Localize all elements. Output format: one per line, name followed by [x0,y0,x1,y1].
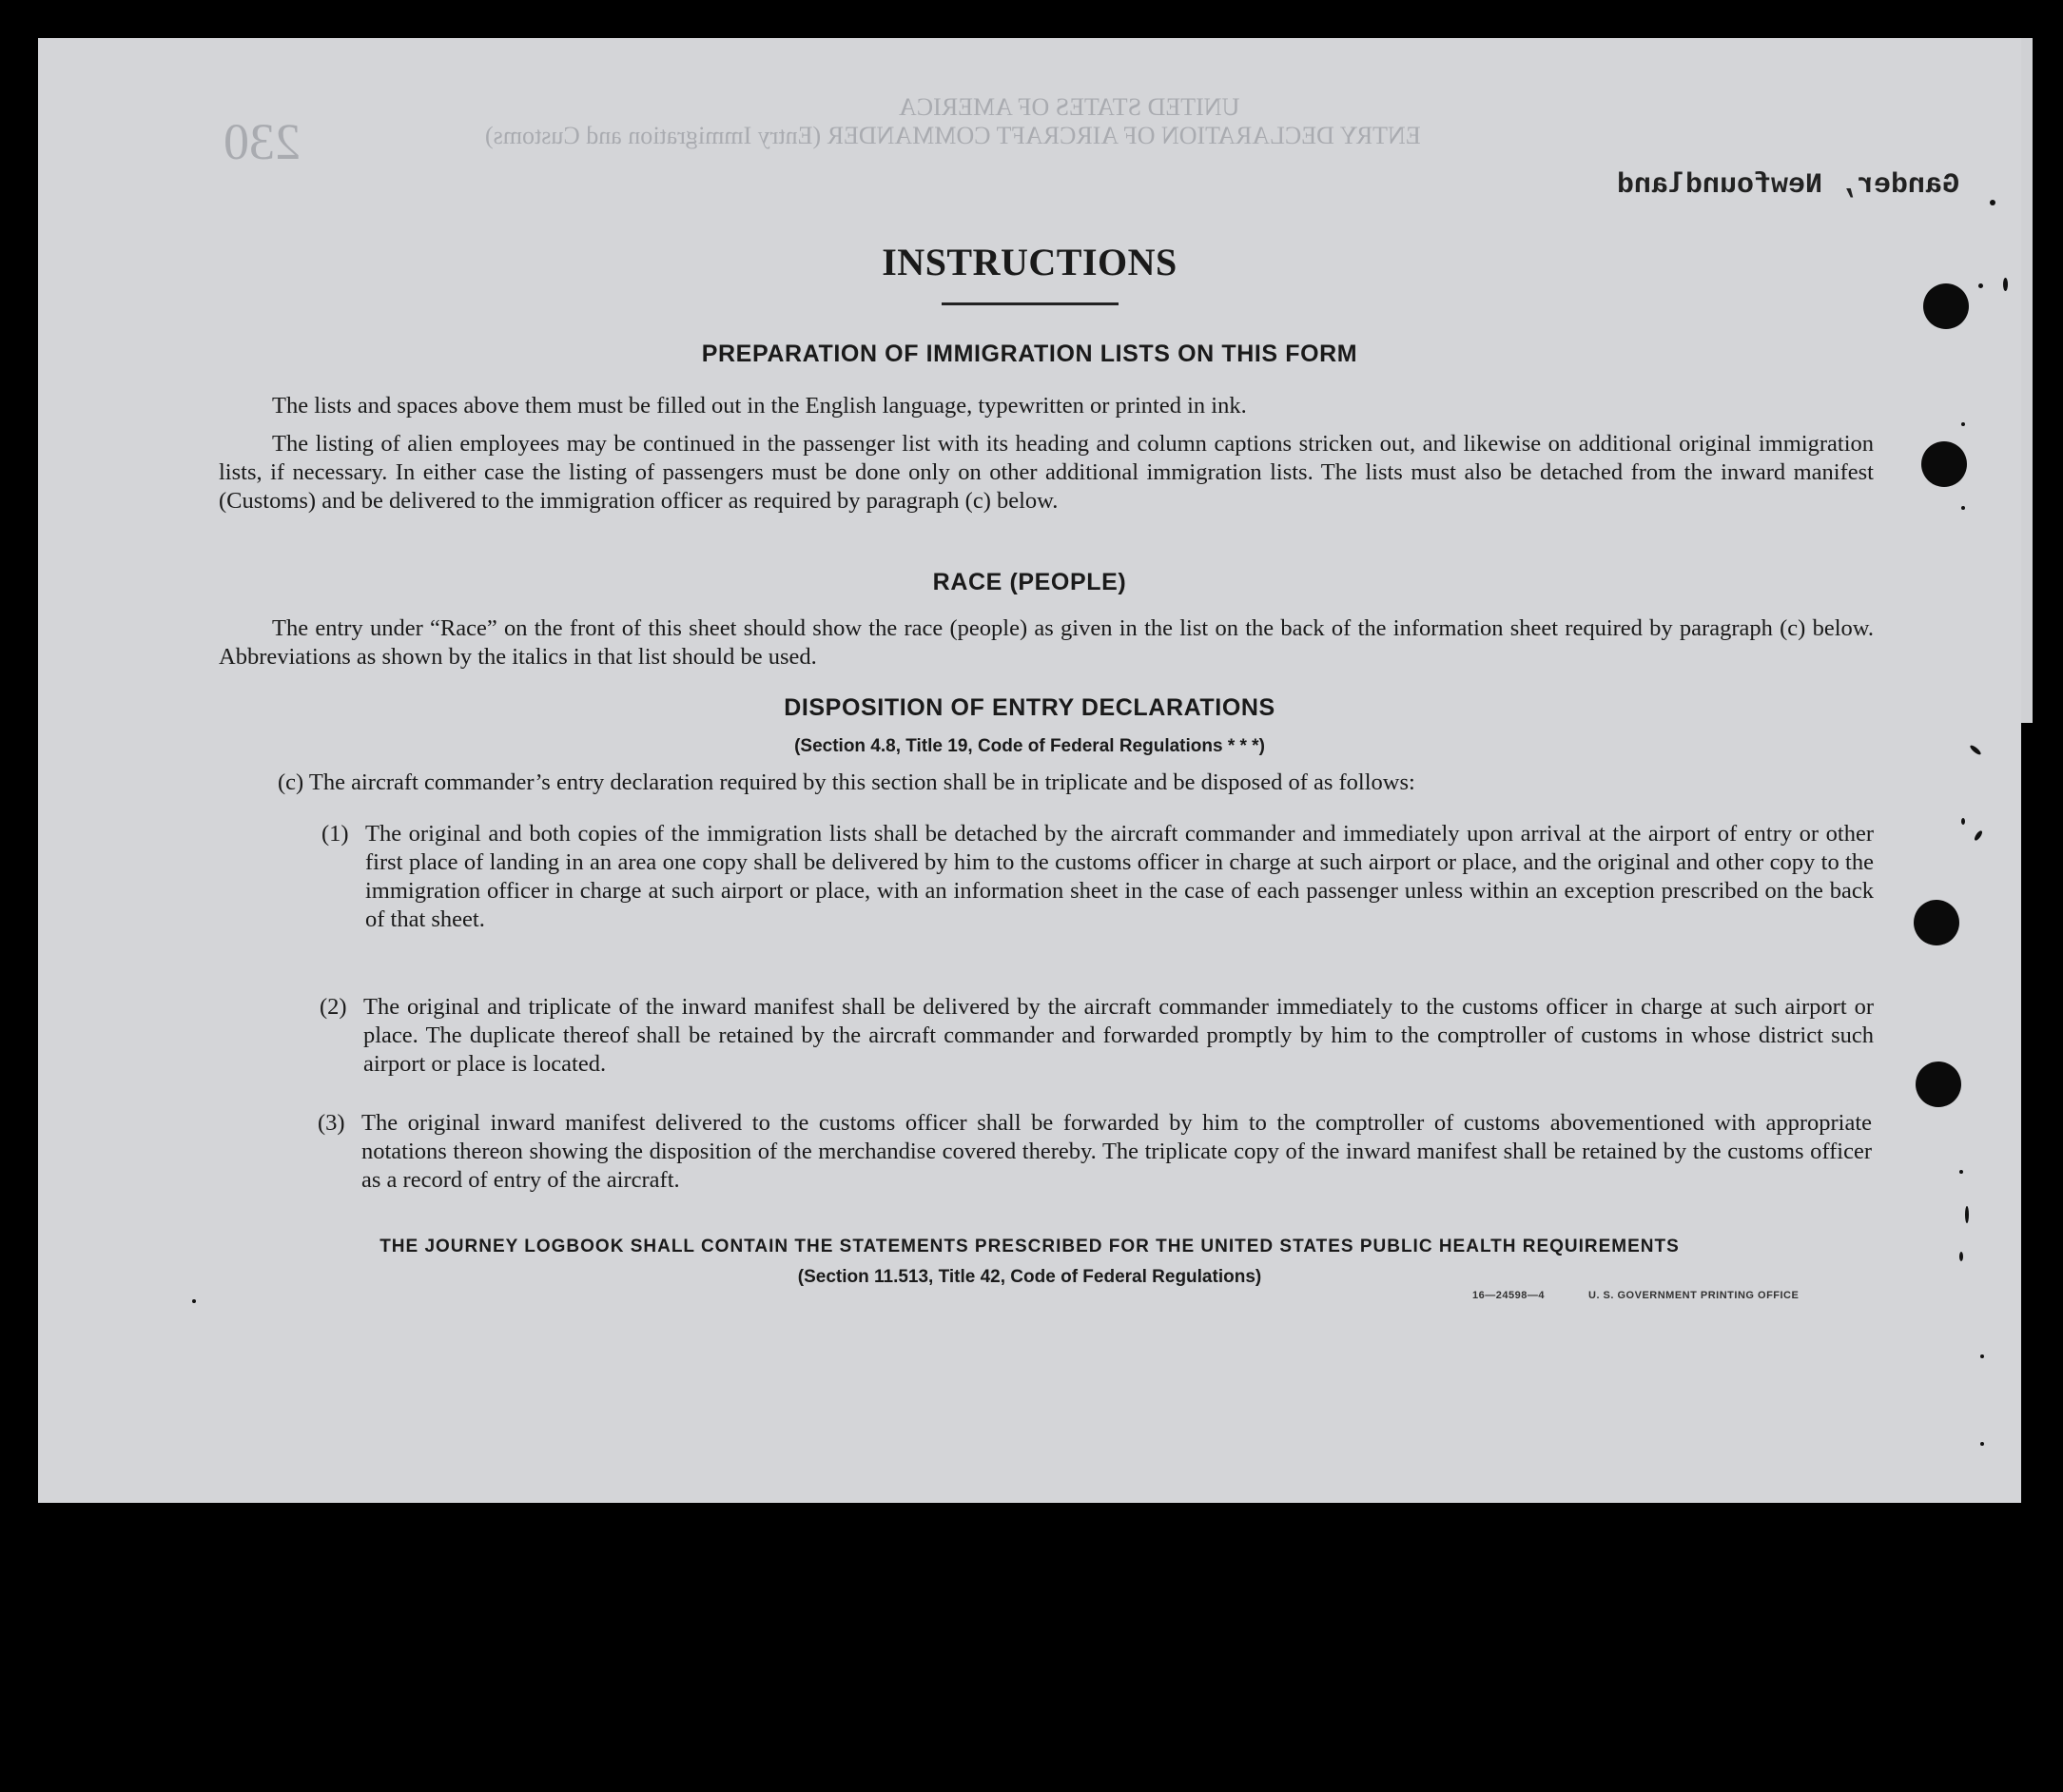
item-number: (3) [318,1110,345,1136]
footer-requirement: THE JOURNEY LOGBOOK SHALL CONTAIN THE STATEMENTS PRESCRIBED FOR THE UNITED STATES PUBLIC HEALTH REQUIREMENTS [380,1237,1680,1256]
punch-hole [1916,1062,1961,1107]
preparation-paragraph-1: The lists and spaces above them must be filled out in the English language, typewritten or printed in ink. [272,393,1247,419]
title-underline [942,302,1119,305]
speck [1980,1354,1984,1358]
speck [1978,283,1983,288]
location-stamp: Gander, Newfoundland [1617,169,1960,202]
speck [192,1299,196,1303]
printer-imprint: U. S. GOVERNMENT PRINTING OFFICE [1588,1290,1800,1301]
page-edge-strip [2021,38,2033,723]
disposition-item-1 [321,820,1874,934]
punch-hole [1921,441,1967,487]
speck [1974,829,1984,842]
punch-hole [1923,283,1969,329]
item-number: (2) [320,994,347,1020]
bleedthrough-form-title: ENTRY DECLARATION OF AIRCRAFT COMMANDER (Entry Immigration and Customs) [485,122,1421,149]
disposition-item-3 [318,1109,1872,1195]
speck [1990,200,1995,205]
speck [1961,506,1965,510]
intro-marker: (c) [278,769,304,795]
intro-text: The aircraft commander’s entry declaration required by this section shall be in triplicate and be disposed of as follows: [308,769,1415,795]
bleedthrough-page-number: 230 [224,113,301,170]
page-title: INSTRUCTIONS [882,241,1177,283]
disposition-intro [278,769,1876,797]
preparation-paragraph-2: The listing of alien employees may be continued in the passenger list with its heading and column captions stricken out, and likewise on additional original immigration lists, if necessary. In either case the listing of passengers must be done only on other additional immigration lists. The lists must also be detached from the inward manifest (Customs) and be delivered to the immigration officer as required by paragraph (c) below. [219,431,1874,514]
punch-hole [1914,900,1959,945]
speck [1959,1252,1963,1261]
footer-citation: (Section 11.513, Title 42, Code of Federal Regulations) [797,1267,1262,1287]
bleedthrough-country: UNITED STATES OF AMERICA [899,93,1240,121]
speck [2003,278,2008,291]
item-text: The original and both copies of the immigration lists shall be detached by the aircraft commander and immediately upon arrival at the airport of entry or other first place of landing in an area one copy shall be delivered by him to the customs officer in charge at such airport or place, and the original and other copy to the immigration officer in charge at such airport or place, with an information sheet in the case of each passenger unless within an exception prescribed on the back of that sheet. [365,821,1874,932]
disposition-item-2 [320,993,1874,1079]
speck [1961,422,1965,426]
speck [1959,1170,1963,1174]
item-number: (1) [321,821,349,847]
race-paragraph: The entry under “Race” on the front of this sheet should show the race (people) as given in the list on the back of the information sheet required by paragraph (c) below. Abbreviations as shown by the italics in that list should be used. [219,615,1874,670]
item-text: The original inward manifest delivered to the customs officer shall be forwarded by him to the comptroller of customs abovementioned with appropriate notations thereon showing the disposition of the merchandise covered thereby. The triplicate copy of the inward manifest shall be retained by the customs officer as a record of entry of the aircraft. [361,1110,1872,1193]
print-code: 16—24598—4 [1472,1290,1545,1301]
speck [1965,1206,1969,1223]
item-text: The original and triplicate of the inward manifest shall be delivered by the aircraft commander immediately to the customs officer in charge at such airport or place. The duplicate thereof shall be retained by the aircraft commander and forwarded promptly by him to the comptroller of customs in whose district such airport or place is located. [363,994,1874,1077]
document-page [38,38,2021,1503]
speck [1961,818,1965,825]
preparation-heading: PREPARATION OF IMMIGRATION LISTS ON THIS FORM [701,341,1358,367]
speck [1980,1442,1984,1446]
disposition-heading: DISPOSITION OF ENTRY DECLARATIONS [784,694,1275,721]
disposition-citation: (Section 4.8, Title 19, Code of Federal Regulations * * *) [794,736,1265,756]
race-heading: RACE (PEOPLE) [932,569,1127,595]
